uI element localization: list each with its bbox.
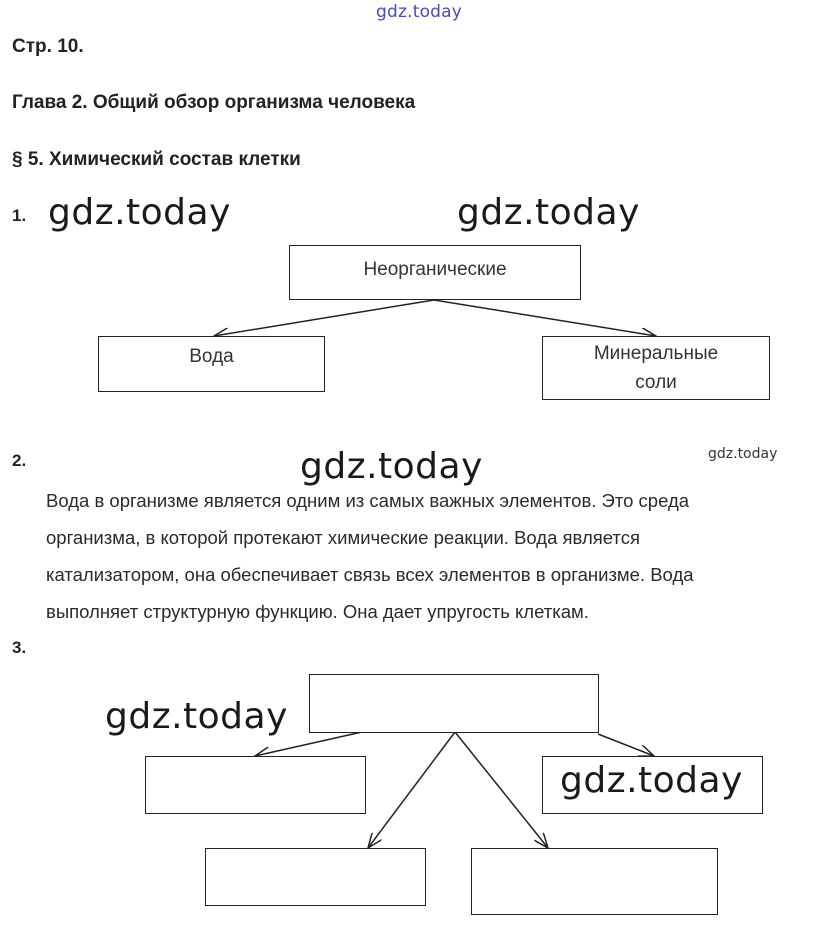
box-minerals [542,336,770,400]
watermark: gdz.today [105,696,288,737]
task-3-number: 3. [12,638,27,657]
task-1-number: 1. [12,206,27,225]
arrow-to-water [214,300,434,336]
watermark-small: gdz.today [708,446,778,462]
watermark: gdz.today [300,446,483,487]
box-minerals-line2: соли [635,372,677,393]
answer-line: организма, в которой протекают химические реакции. Вода является [46,527,640,548]
chapter-title: Глава 2. Общий обзор организма человека [12,92,416,113]
arrow-to-minerals [434,300,656,336]
answer-line: выполняет структурную функцию. Она дает упругость клеткам. [46,601,589,622]
box-inorganic [289,245,581,300]
watermark-top: gdz.today [376,2,463,22]
arrow-right [598,734,654,756]
task-2-number: 2. [12,451,27,470]
watermark: gdz.today [48,192,231,233]
box-inorganic-label: Неорганические [363,259,507,280]
box-empty-top [309,674,599,733]
answer-line: Вода в организме является одним из самых важных элементов. Это среда [46,490,690,511]
arrow-bottom-right [455,732,548,848]
answer-line: катализатором, она обеспечивает связь всех элементов в организме. Вода [46,564,694,585]
section-title: § 5. Химический состав клетки [12,149,301,170]
page-number: Стр. 10. [12,36,84,57]
watermark: gdz.today [457,192,640,233]
watermark: gdz.today [560,760,743,801]
task-2-answer [46,482,828,630]
box-minerals-line1: Минеральные [593,343,719,364]
box-empty-left [145,756,366,814]
box-water-label: Вода [189,346,234,367]
box-empty-bottom-right [471,848,718,915]
arrow-bottom-left [368,732,455,848]
box-water [98,336,325,392]
box-empty-bottom-left [205,848,426,906]
